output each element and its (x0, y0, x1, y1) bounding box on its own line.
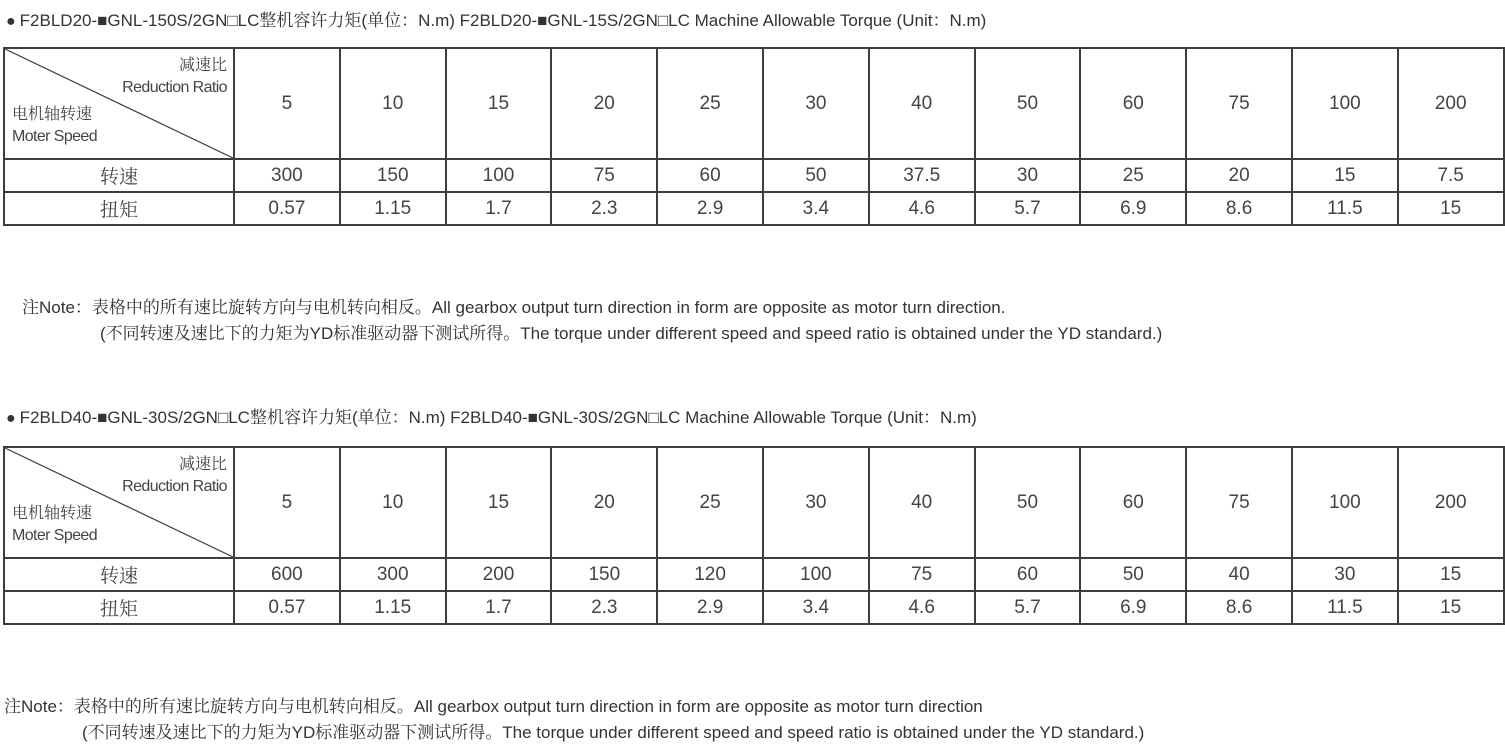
speed-cell: 25 (1080, 159, 1186, 192)
ratio-cell: 15 (446, 48, 552, 159)
speed-row-label: 转速 (4, 558, 234, 591)
ratio-cell: 200 (1398, 447, 1504, 558)
speed-cell: 75 (869, 558, 975, 591)
ratio-cell: 100 (1292, 447, 1398, 558)
reduction-ratio-cn-label: 减速比 (178, 456, 227, 473)
reduction-ratio-cn-label: 减速比 (178, 57, 227, 74)
speed-cell: 300 (340, 558, 446, 591)
ratio-cell: 100 (1292, 48, 1398, 159)
ratio-cell: 50 (975, 48, 1081, 159)
torque-cell: 5.7 (975, 591, 1081, 624)
speed-cell: 50 (1080, 558, 1186, 591)
torque-cell: 6.9 (1080, 192, 1186, 225)
reduction-ratio-en-label: Reduction Ratio (122, 478, 227, 495)
speed-cell: 30 (975, 159, 1081, 192)
ratio-cell: 60 (1080, 48, 1186, 159)
torque-cell: 0.57 (234, 192, 340, 225)
reduction-ratio-en-label: Reduction Ratio (122, 79, 227, 96)
ratio-cell: 10 (340, 447, 446, 558)
torque-cell: 2.3 (551, 192, 657, 225)
torque-table-2 (3, 446, 1505, 625)
speed-cell: 150 (340, 159, 446, 192)
speed-cell: 100 (446, 159, 552, 192)
torque-row-label: 扭矩 (4, 192, 234, 225)
speed-cell: 30 (1292, 558, 1398, 591)
torque-row (4, 192, 1504, 225)
section2-title-text: F2BLD40-■GNL-30S/2GN□LC整机容许力矩(单位：N.m) F2BLD40-■GNL-30S/2GN□LC Machine Allowable Torque (Unit：N.m) (19, 408, 977, 427)
section1-note-line2: (不同转速及速比下的力矩为YD标准驱动器下测试所得。The torque under different speed and speed ratio is obtained under the YD standard.) (100, 324, 1163, 343)
corner-header-cell (4, 447, 234, 558)
speed-cell: 7.5 (1398, 159, 1504, 192)
torque-cell: 2.9 (657, 192, 763, 225)
speed-row-label: 转速 (4, 159, 234, 192)
bullet-icon: ● (6, 13, 16, 30)
speed-cell: 15 (1292, 159, 1398, 192)
ratio-header-row (4, 447, 1504, 558)
torque-cell: 3.4 (763, 192, 869, 225)
speed-cell: 37.5 (869, 159, 975, 192)
torque-cell: 5.7 (975, 192, 1081, 225)
speed-cell: 600 (234, 558, 340, 591)
ratio-cell: 40 (869, 447, 975, 558)
section1-note-line1: 注Note：表格中的所有速比旋转方向与电机转向相反。All gearbox output turn direction in form are opposite as motor turn direction. (22, 298, 1006, 317)
ratio-cell: 60 (1080, 447, 1186, 558)
torque-cell: 6.9 (1080, 591, 1186, 624)
torque-cell: 1.7 (446, 591, 552, 624)
motor-speed-cn-label: 电机轴转速 (12, 505, 93, 522)
torque-row (4, 591, 1504, 624)
torque-cell: 11.5 (1292, 591, 1398, 624)
speed-cell: 75 (551, 159, 657, 192)
torque-cell: 1.15 (340, 591, 446, 624)
ratio-cell: 30 (763, 48, 869, 159)
torque-cell: 15 (1398, 192, 1504, 225)
torque-cell: 8.6 (1186, 591, 1292, 624)
ratio-cell: 15 (446, 447, 552, 558)
torque-row-label: 扭矩 (4, 591, 234, 624)
ratio-cell: 75 (1186, 48, 1292, 159)
torque-cell: 15 (1398, 591, 1504, 624)
section2-note-line2: (不同转速及速比下的力矩为YD标准驱动器下测试所得。The torque under different speed and speed ratio is obtained under the YD standard.) (82, 723, 1145, 742)
speed-cell: 60 (657, 159, 763, 192)
torque-cell: 2.3 (551, 591, 657, 624)
torque-cell: 4.6 (869, 192, 975, 225)
torque-cell: 1.15 (340, 192, 446, 225)
ratio-cell: 50 (975, 447, 1081, 558)
speed-cell: 100 (763, 558, 869, 591)
section1-title-text: F2BLD20-■GNL-150S/2GN□LC整机容许力矩(单位：N.m) F2BLD20-■GNL-15S/2GN□LC Machine Allowable Torque (Unit：N.m) (19, 11, 987, 30)
torque-cell: 4.6 (869, 591, 975, 624)
ratio-cell: 5 (234, 48, 340, 159)
ratio-cell: 20 (551, 48, 657, 159)
torque-cell: 3.4 (763, 591, 869, 624)
motor-speed-en-label: Moter Speed (12, 527, 98, 544)
ratio-cell: 25 (657, 447, 763, 558)
torque-cell: 11.5 (1292, 192, 1398, 225)
ratio-cell: 10 (340, 48, 446, 159)
speed-cell: 15 (1398, 558, 1504, 591)
motor-speed-en-label: Moter Speed (12, 128, 98, 145)
torque-cell: 0.57 (234, 591, 340, 624)
ratio-cell: 75 (1186, 447, 1292, 558)
motor-speed-cn-label: 电机轴转速 (12, 106, 93, 123)
corner-header-cell (4, 48, 234, 159)
torque-cell: 2.9 (657, 591, 763, 624)
speed-cell: 50 (763, 159, 869, 192)
speed-cell: 120 (657, 558, 763, 591)
speed-cell: 150 (551, 558, 657, 591)
ratio-cell: 20 (551, 447, 657, 558)
section1-title (6, 6, 986, 31)
speed-row (4, 558, 1504, 591)
ratio-header-row (4, 48, 1504, 159)
speed-cell: 40 (1186, 558, 1292, 591)
speed-row (4, 159, 1504, 192)
torque-cell: 1.7 (446, 192, 552, 225)
bullet-icon: ● (6, 410, 16, 427)
speed-cell: 20 (1186, 159, 1292, 192)
section2-title (6, 403, 977, 428)
torque-cell: 8.6 (1186, 192, 1292, 225)
ratio-cell: 5 (234, 447, 340, 558)
ratio-cell: 30 (763, 447, 869, 558)
torque-table-1 (3, 47, 1505, 226)
speed-cell: 300 (234, 159, 340, 192)
section2-note-line1: 注Note：表格中的所有速比旋转方向与电机转向相反。All gearbox output turn direction in form are opposite as motor turn direction (4, 697, 983, 716)
speed-cell: 200 (446, 558, 552, 591)
ratio-cell: 40 (869, 48, 975, 159)
speed-cell: 60 (975, 558, 1081, 591)
ratio-cell: 200 (1398, 48, 1504, 159)
ratio-cell: 25 (657, 48, 763, 159)
